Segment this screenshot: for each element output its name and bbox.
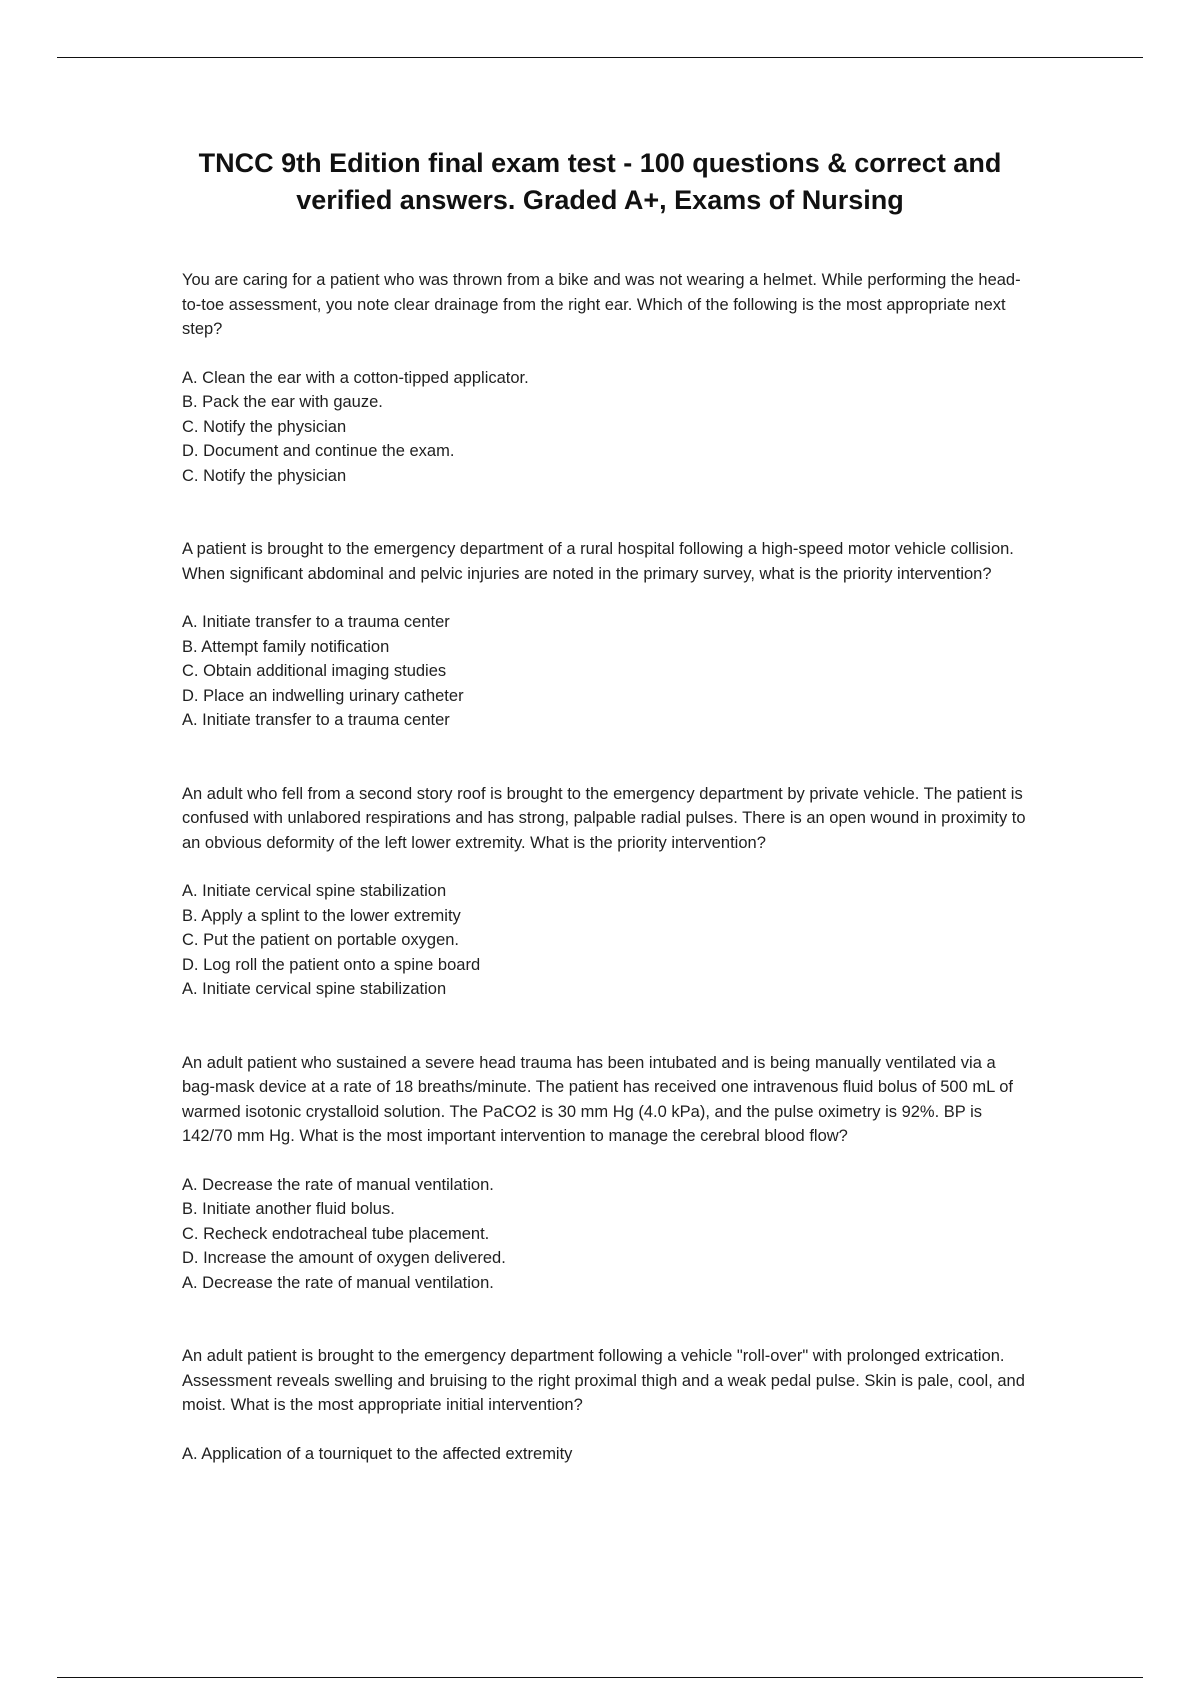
correct-answer: C. Notify the physician	[182, 466, 347, 485]
answer-options	[182, 1173, 1032, 1271]
bottom-rule	[57, 1677, 1143, 1678]
option-b: B. Pack the ear with gauze.	[182, 393, 383, 411]
option-b: B. Attempt family notification	[182, 637, 390, 656]
question-text: You are caring for a patient who was thrown from a bike and was not wearing a helmet. While performing the head-to-toe assessment, you note clear drainage from the right ear. Which of the following is the most appropriate next step?	[182, 271, 1021, 338]
option-a: A. Initiate cervical spine stabilization	[182, 882, 447, 900]
option-d: D. Increase the amount of oxygen delivered.	[182, 1249, 506, 1267]
correct-answer: A. Initiate transfer to a trauma center	[182, 711, 450, 729]
option-a: A. Initiate transfer to a trauma center	[182, 613, 450, 631]
answer-options	[182, 610, 1032, 708]
question-1	[182, 268, 1032, 488]
page-title: TNCC 9th Edition final exam test - 100 questions & correct and verified answers. Graded A+, Exams of Nursing	[198, 148, 1002, 215]
option-d: D. Place an indwelling urinary catheter	[182, 686, 464, 705]
answer-options	[182, 1442, 1032, 1467]
option-c: C. Put the patient on portable oxygen.	[182, 931, 460, 949]
document-body	[182, 268, 1032, 1466]
top-rule	[57, 57, 1143, 58]
question-5	[182, 1344, 1032, 1466]
question-text: An adult patient is brought to the emergency department following a vehicle "roll-over" with prolonged extrication. Assessment reveals swelling and bruising to the right proximal thigh and a weak pedal pulse. Skin is pale, cool, and moist. What is the most appropriate initial intervention?	[182, 1347, 1025, 1414]
option-a: A. Clean the ear with a cotton-tipped applicator.	[182, 368, 529, 387]
question-text: An adult who fell from a second story roof is brought to the emergency department by private vehicle. The patient is confused with unlabored respirations and has strong, palpable radial pulses. There is an open wound in proximity to an obvious deformity of the left lower extremity. What is the priority intervention?	[182, 784, 1026, 852]
option-d: D. Log roll the patient onto a spine board	[182, 955, 481, 974]
option-b: B. Apply a splint to the lower extremity	[182, 906, 461, 925]
question-4	[182, 1051, 1032, 1296]
correct-answer: A. Decrease the rate of manual ventilation.	[182, 1273, 494, 1292]
option-a: A. Application of a tourniquet to the affected extremity	[182, 1444, 573, 1463]
option-c: C. Obtain additional imaging studies	[182, 662, 447, 680]
question-2	[182, 537, 1032, 733]
question-text: A patient is brought to the emergency department of a rural hospital following a high-speed motor vehicle collision. When significant abdominal and pelvic injuries are noted in the primary survey, what is the priority intervention?	[182, 540, 1014, 583]
option-c: C. Notify the physician	[182, 417, 347, 436]
option-d: D. Document and continue the exam.	[182, 442, 455, 460]
option-c: C. Recheck endotracheal tube placement.	[182, 1224, 490, 1243]
answer-options	[182, 366, 1032, 464]
correct-answer: A. Initiate cervical spine stabilization	[182, 980, 447, 998]
option-b: B. Initiate another fluid bolus.	[182, 1200, 395, 1218]
answer-options	[182, 879, 1032, 977]
question-3	[182, 782, 1032, 1002]
option-a: A. Decrease the rate of manual ventilation.	[182, 1175, 494, 1194]
question-text: An adult patient who sustained a severe head trauma has been intubated and is being manually ventilated via a bag-mask device at a rate of 18 breaths/minute. The patient has received one intravenous fluid bolus of 500 mL of warmed isotonic crystalloid solution. The PaCO2 is 30 mm Hg (4.0 kPa), and the pulse oximetry is 92%. BP is 142/70 mm Hg. What is the most important intervention to manage the cerebral blood flow?	[182, 1053, 1014, 1145]
